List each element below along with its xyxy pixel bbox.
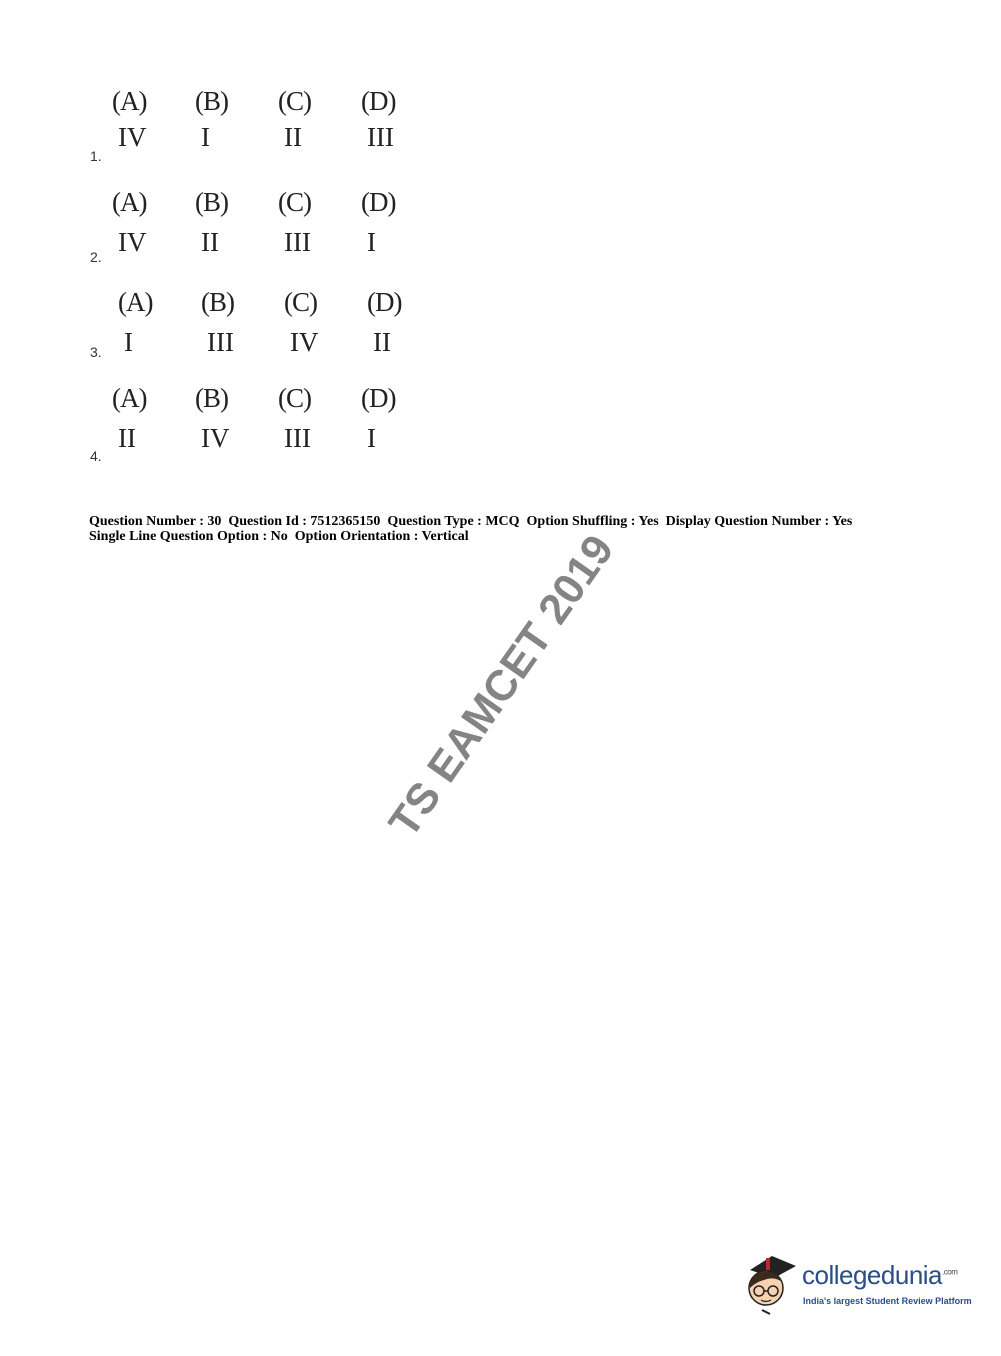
question-metadata-line-1: Question Number : 30 Question Id : 7512365150 Question Type : MCQ Option Shuffling : Yes Display Question Number : Yes xyxy=(89,514,853,529)
option-letter: (D) xyxy=(361,187,396,217)
option-letter: (B) xyxy=(195,86,228,116)
option-letters-row xyxy=(112,383,444,414)
option-letter: (B) xyxy=(195,383,228,413)
option-numeral: II xyxy=(118,423,136,453)
option-letters-row xyxy=(112,187,444,218)
option-numeral: I xyxy=(124,327,133,357)
option-numerals-row xyxy=(110,227,442,258)
answer-option-2[interactable] xyxy=(88,187,428,275)
option-numeral: II xyxy=(373,327,391,357)
option-letters-row xyxy=(112,86,444,117)
question-metadata-line-2: Single Line Question Option : No Option Orientation : Vertical xyxy=(89,529,469,544)
student-mascot-icon xyxy=(742,1248,800,1320)
logo-wordmark xyxy=(802,1260,957,1291)
option-letter: (C) xyxy=(278,86,311,116)
logo-name: collegedunia xyxy=(802,1260,943,1290)
option-numeral: III xyxy=(367,122,394,152)
option-number: 2. xyxy=(90,249,102,265)
option-numeral: IV xyxy=(290,327,319,357)
answer-option-1[interactable] xyxy=(88,86,428,174)
option-numeral: III xyxy=(207,327,234,357)
question-metadata xyxy=(89,514,852,544)
logo-tagline: India's largest Student Review Platform xyxy=(803,1296,972,1306)
option-numeral: III xyxy=(284,227,311,257)
option-numeral: IV xyxy=(201,423,230,453)
option-number: 3. xyxy=(90,344,102,360)
option-numeral: II xyxy=(201,227,219,257)
option-letter: (D) xyxy=(367,287,402,317)
option-letter: (C) xyxy=(284,287,317,317)
option-numeral: I xyxy=(201,122,210,152)
option-numeral: I xyxy=(367,423,376,453)
option-letter: (A) xyxy=(112,187,147,217)
option-letter: (D) xyxy=(361,383,396,413)
option-letter: (A) xyxy=(118,287,153,317)
collegedunia-logo[interactable] xyxy=(742,1248,972,1320)
option-letter: (C) xyxy=(278,187,311,217)
option-letter: (B) xyxy=(195,187,228,217)
option-letter: (C) xyxy=(278,383,311,413)
option-numerals-row xyxy=(110,122,442,153)
option-letter: (A) xyxy=(112,383,147,413)
option-letter: (D) xyxy=(361,86,396,116)
answer-option-4[interactable] xyxy=(88,383,428,471)
option-letter: (B) xyxy=(201,287,234,317)
option-numerals-row xyxy=(116,327,448,358)
option-number: 1. xyxy=(90,148,102,164)
option-numeral: III xyxy=(284,423,311,453)
logo-suffix: .com xyxy=(942,1267,958,1277)
option-numeral: I xyxy=(367,227,376,257)
answer-option-3[interactable] xyxy=(88,287,428,375)
exam-watermark: TS EAMCET 2019 xyxy=(379,526,624,846)
option-letters-row xyxy=(118,287,450,318)
option-numeral: IV xyxy=(118,122,147,152)
option-numeral: II xyxy=(284,122,302,152)
option-number: 4. xyxy=(90,448,102,464)
option-letter: (A) xyxy=(112,86,147,116)
option-numerals-row xyxy=(110,423,442,454)
option-numeral: IV xyxy=(118,227,147,257)
